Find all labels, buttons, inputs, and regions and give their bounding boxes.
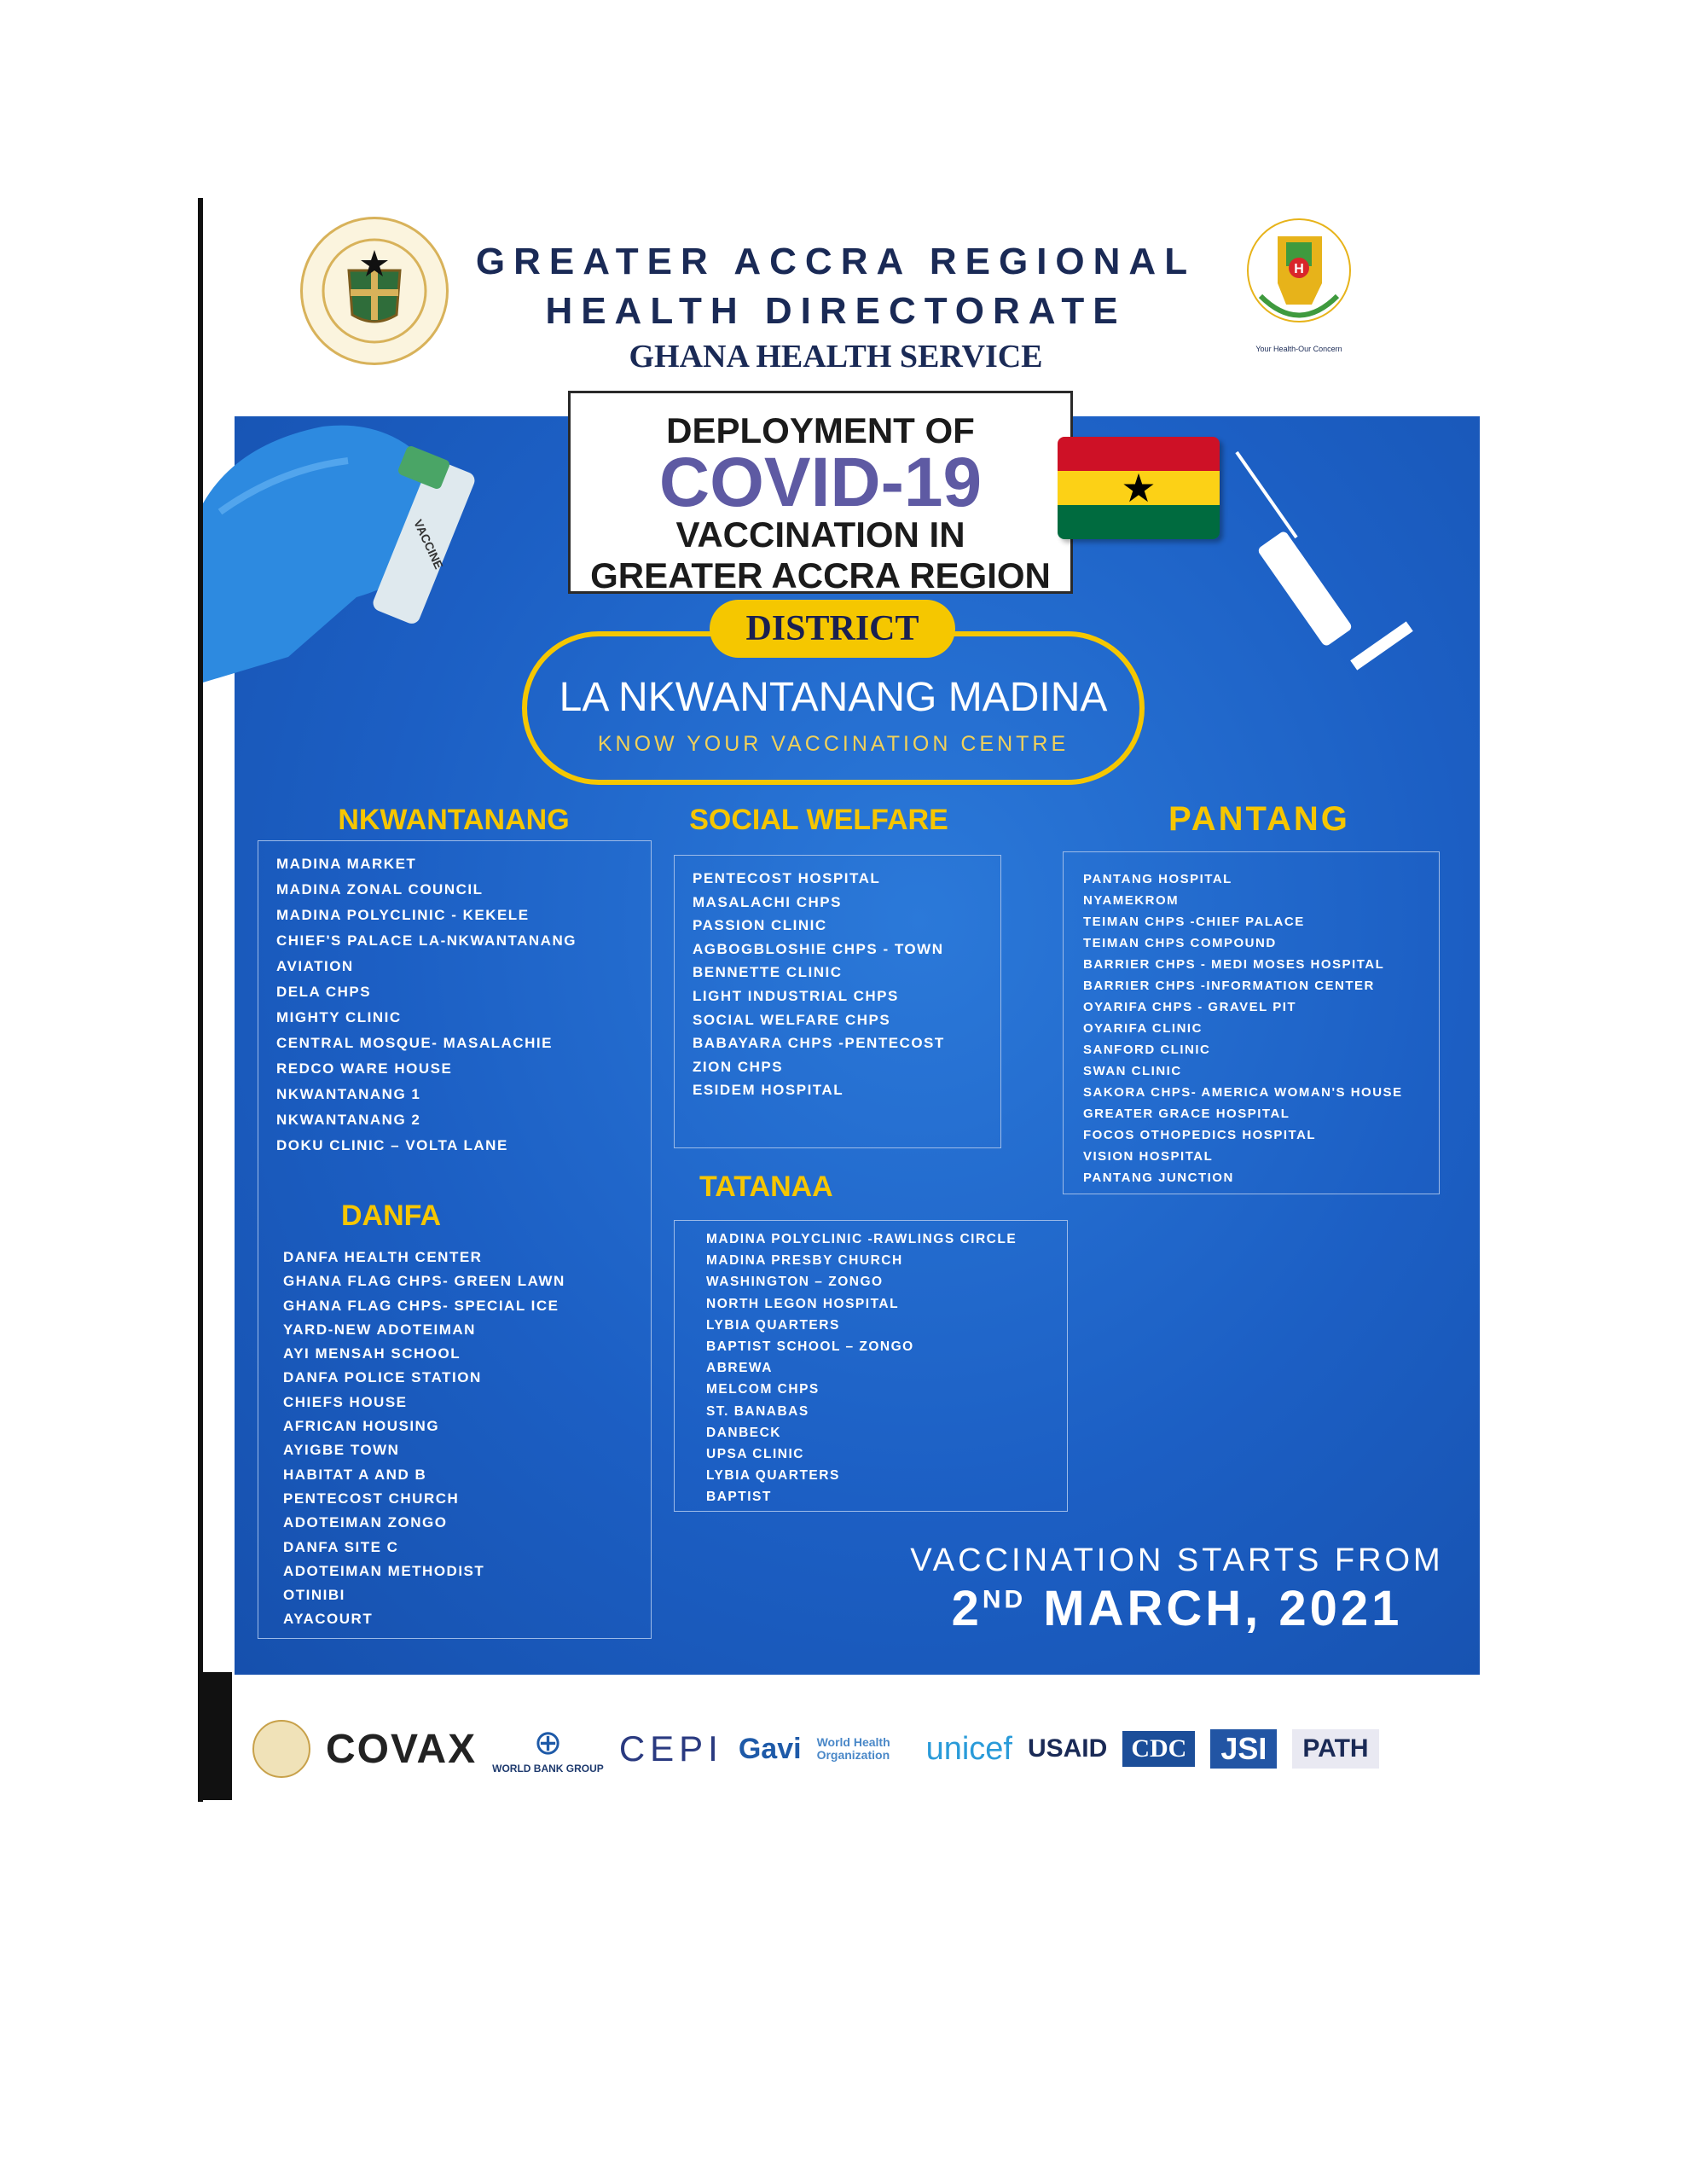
list-item: CENTRAL MOSQUE- MASALACHIE: [276, 1035, 553, 1051]
partner-logos: [252, 1706, 1446, 1792]
flag-green-stripe: [1058, 505, 1220, 539]
list-item: WASHINGTON – ZONGO: [706, 1275, 884, 1290]
list-item: FOCOS OTHOPEDICS HOSPITAL: [1083, 1128, 1317, 1142]
list-item: YARD-NEW ADOTEIMAN: [283, 1321, 476, 1338]
list-item: MADINA MARKET: [276, 856, 417, 872]
list-item: SWAN CLINIC: [1083, 1064, 1182, 1078]
list-item: MIGHTY CLINIC: [276, 1009, 402, 1025]
ghs-tagline: Your Health-Our Concern: [1255, 345, 1342, 353]
district-label: DISTRICT: [710, 600, 955, 658]
list-item: BARRIER CHPS - MEDI MOSES HOSPITAL: [1083, 957, 1385, 972]
list-item: NKWANTANANG 2: [276, 1112, 421, 1128]
list-item: SAKORA CHPS- AMERICA WOMAN'S HOUSE: [1083, 1085, 1403, 1100]
list-item: UPSA CLINIC: [706, 1447, 804, 1462]
header-line-1: GREATER ACCRA REGIONAL: [475, 241, 1197, 282]
list-item: GHANA FLAG CHPS- GREEN LAWN: [283, 1273, 565, 1290]
title-line-1: DEPLOYMENT OF: [666, 410, 975, 450]
title-covid: COVID-19: [658, 444, 983, 521]
list-item: AFRICAN HOUSING: [283, 1418, 440, 1435]
path-logo: PATH: [1292, 1729, 1378, 1769]
list-item: ESIDEM HOSPITAL: [693, 1082, 844, 1099]
list-item: PANTANG JUNCTION: [1083, 1170, 1234, 1185]
list-item: MASALACHI CHPS: [693, 893, 842, 910]
vial-label: VACCINE: [411, 517, 446, 572]
list-item: SOCIAL WELFARE CHPS: [693, 1011, 891, 1028]
title-box: [568, 391, 1073, 594]
list-item: ST. BANABAS: [706, 1403, 809, 1419]
list-item: BAPTIST SCHOOL – ZONGO: [706, 1339, 914, 1355]
section-title-tatanaa: TATANAA: [699, 1170, 833, 1203]
black-star-icon: ★: [1121, 466, 1157, 510]
list-item: DOKU CLINIC – VOLTA LANE: [276, 1137, 508, 1153]
list-item: ZION CHPS: [693, 1058, 784, 1075]
list-item: MELCOM CHPS: [706, 1382, 820, 1397]
list-danfa: [283, 1246, 565, 1632]
glove-vial-illustration: [203, 375, 527, 700]
syringe-illustration: [1228, 444, 1433, 700]
cdc-logo: CDC: [1122, 1731, 1195, 1767]
list-item: BABAYARA CHPS -PENTECOST: [693, 1035, 945, 1052]
date-month-year: MARCH, 2021: [1043, 1581, 1403, 1636]
list-item: ADOTEIMAN METHODIST: [283, 1562, 485, 1579]
globe-icon: ⊕: [533, 1724, 563, 1762]
header-line-2: HEALTH DIRECTORATE: [545, 290, 1127, 332]
list-item: NORTH LEGON HOSPITAL: [706, 1296, 900, 1311]
list-item: DELA CHPS: [276, 984, 372, 1000]
section-title-social-welfare: SOCIAL WELFARE: [689, 804, 948, 836]
list-item: REDCO WARE HOUSE: [276, 1060, 453, 1077]
list-item: GREATER GRACE HOSPITAL: [1083, 1107, 1290, 1121]
list-item: AYACOURT: [283, 1611, 374, 1628]
list-item: LIGHT INDUSTRIAL CHPS: [693, 987, 899, 1004]
list-item: MADINA POLYCLINIC - KEKELE: [276, 907, 530, 923]
title-line-3: VACCINATION IN: [675, 514, 965, 555]
left-edge-block: [198, 1672, 232, 1800]
covax-logo: COVAX: [326, 1726, 478, 1772]
svg-text:H: H: [1294, 262, 1304, 276]
list-item: BAPTIST: [706, 1490, 772, 1505]
ghs-logo: [1244, 215, 1354, 364]
list-item: BENNETTE CLINIC: [693, 964, 843, 981]
list-item: PANTANG HOSPITAL: [1083, 872, 1232, 886]
list-item: NKWANTANANG 1: [276, 1086, 421, 1102]
list-item: ABREWA: [706, 1361, 773, 1376]
list-item: OYARIFA CLINIC: [1083, 1021, 1203, 1036]
title-line-4: GREATER ACCRA REGION: [590, 555, 1051, 595]
gavi-logo: Gavi: [738, 1732, 802, 1765]
list-item: PENTECOST HOSPITAL: [693, 870, 881, 886]
list-item: AVIATION: [276, 958, 354, 974]
jsi-logo: JSI: [1210, 1729, 1277, 1769]
list-item: TEIMAN CHPS -CHIEF PALACE: [1083, 915, 1305, 929]
list-item: LYBIA QUARTERS: [706, 1468, 840, 1484]
coat-of-arms-icon: [303, 219, 446, 363]
section-title-danfa: DANFA: [341, 1199, 442, 1232]
list-item: DANFA HEALTH CENTER: [283, 1249, 483, 1265]
list-item: SANFORD CLINIC: [1083, 1043, 1211, 1057]
list-item: MADINA POLYCLINIC -RAWLINGS CIRCLE: [706, 1232, 1017, 1246]
list-item: MADINA ZONAL COUNCIL: [276, 881, 484, 897]
list-item: AYIGBE TOWN: [283, 1442, 400, 1459]
list-item: LYBIA QUARTERS: [706, 1317, 840, 1333]
list-item: GHANA FLAG CHPS- SPECIAL ICE: [283, 1297, 559, 1314]
district-name: LA NKWANTANANG MADINA: [559, 675, 1108, 720]
header-text: [443, 241, 1228, 375]
ghana-coat-of-arms-logo: [300, 217, 449, 365]
ghana-crest-small-icon: [252, 1720, 310, 1778]
list-item: DANFA POLICE STATION: [283, 1369, 482, 1386]
list-item: MADINA PRESBY CHURCH: [706, 1253, 903, 1269]
section-title-pantang: PANTANG: [1168, 800, 1350, 838]
worldbank-logo: [492, 1723, 604, 1774]
list-item: HABITAT A AND B: [283, 1466, 427, 1483]
cepi-logo: CEPI: [618, 1728, 723, 1769]
vaccination-date: [887, 1580, 1467, 1637]
list-item: CHIEF'S PALACE LA-NKWANTANANG: [276, 932, 577, 949]
worldbank-label: WORLD BANK GROUP: [492, 1763, 604, 1774]
section-title-nkwantanang: NKWANTANANG: [338, 804, 570, 836]
who-logo: World Health Organization: [816, 1735, 890, 1762]
date-number: 2: [951, 1581, 983, 1636]
list-item: OYARIFA CHPS - GRAVEL PIT: [1083, 1000, 1297, 1014]
gloved-hand-vial-icon: [203, 375, 527, 700]
list-tatanaa: [706, 1228, 1017, 1508]
list-item: AGBOGBLOSHIE CHPS - TOWN: [693, 940, 944, 957]
list-item: ADOTEIMAN ZONGO: [283, 1514, 448, 1531]
district-subtitle: KNOW YOUR VACCINATION CENTRE: [597, 732, 1070, 756]
list-item: CHIEFS HOUSE: [283, 1393, 408, 1410]
ghana-flag: [1058, 437, 1220, 539]
list-item: PENTECOST CHURCH: [283, 1490, 460, 1507]
list-item: BARRIER CHPS -INFORMATION CENTER: [1083, 979, 1375, 993]
list-item: PASSION CLINIC: [693, 917, 827, 934]
list-pantang: [1083, 868, 1403, 1188]
list-item: DANFA SITE C: [283, 1538, 399, 1555]
syringe-icon: [1228, 444, 1433, 700]
vaccination-starts-label: VACCINATION STARTS FROM: [910, 1542, 1444, 1578]
list-item: AYI MENSAH SCHOOL: [283, 1345, 461, 1362]
list-item: TEIMAN CHPS COMPOUND: [1083, 936, 1277, 950]
list-item: DANBECK: [706, 1425, 781, 1440]
header-line-3: GHANA HEALTH SERVICE: [629, 339, 1043, 375]
date-suffix: ND: [982, 1585, 1027, 1614]
unicef-logo: unicef: [925, 1730, 1012, 1767]
list-item: OTINIBI: [283, 1587, 345, 1604]
list-item: NYAMEKROM: [1083, 893, 1180, 908]
list-item: VISION HOSPITAL: [1083, 1149, 1214, 1164]
usaid-logo: USAID: [1027, 1734, 1108, 1763]
list-nkwantanang: [276, 851, 577, 1159]
ghs-emblem-icon: [1244, 215, 1354, 351]
list-social-welfare: [693, 867, 945, 1102]
